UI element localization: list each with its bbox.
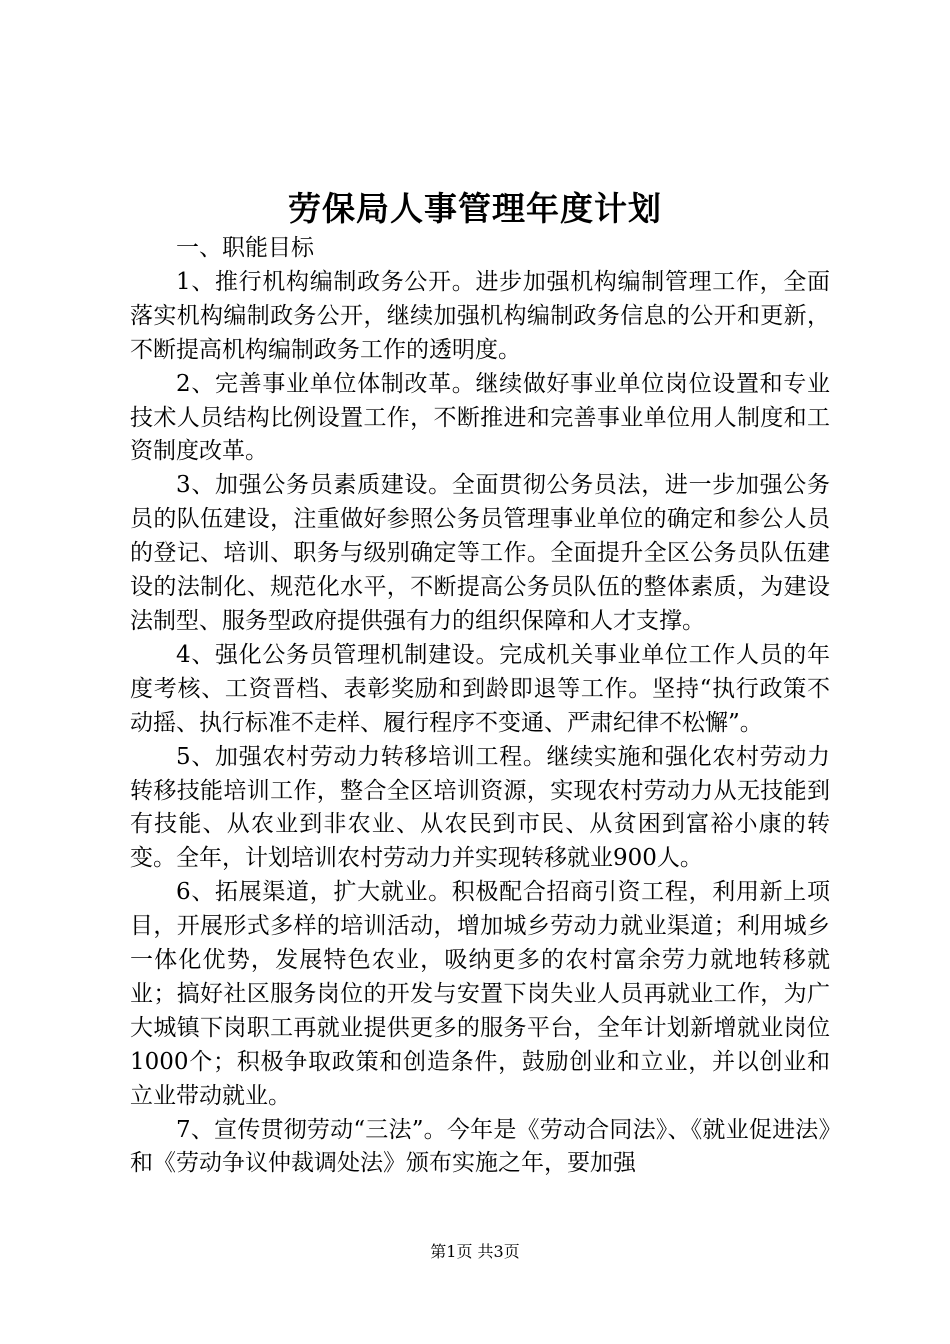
paragraph-3: 3、加强公务员素质建设。全面贯彻公务员法，进一步加强公务员的队伍建设，注重做好参照公务员管理事业单位的确定和参公人员的登记、培训、职务与级别确定等工作。全面提升全区公务员队伍建设的法制化、规范化水平，不断提高公务员队伍的整体素质，为建设法制型、服务型政府提供强有力的组织保障和人才支撑。 [130,472,830,634]
section-heading: 一、职能目标 [176,235,314,261]
paragraph-7: 7、宣传贯彻劳动“三法”。今年是《劳动合同法》、《就业促进法》和《劳动争议仲裁调处法》颁布实施之年，要加强 [130,1116,830,1177]
paragraph-2: 2、完善事业单位体制改革。继续做好事业单位岗位设置和专业技术人员结构比例设置工作，不断推进和完善事业单位用人制度和工资制度改革。 [130,370,830,465]
page-footer: 第1页 共3页 [430,1242,520,1261]
paragraph-1: 1、推行机构编制政务公开。进步加强机构编制管理工作，全面落实机构编制政务公开，继续加强机构编制政务信息的公开和更新，不断提高机构编制政务工作的透明度。 [130,268,830,363]
document-body [130,232,830,1181]
paragraph-4: 4、强化公务员管理机制建设。完成机关事业单位工作人员的年度考核、工资晋档、表彰奖励和到龄即退等工作。坚持“执行政策不动摇、执行标准不走样、履行程序不变通、严肃纪律不松懈”。 [130,641,830,736]
paragraph-5: 5、加强农村劳动力转移培训工程。继续实施和强化农村劳动力转移技能培训工作，整合全区培训资源，实现农村劳动力从无技能到有技能、从农业到非农业、从农民到市民、从贫困到富裕小康的转变。全年，计划培训农村劳动力并实现转移就业900人。 [130,743,830,872]
paragraph-6: 6、拓展渠道，扩大就业。积极配合招商引资工程，利用新上项目，开展形式多样的培训活动，增加城乡劳动力就业渠道；利用城乡一体化优势，发展特色农业，吸纳更多的农村富余劳力就地转移就业；搞好社区服务岗位的开发与安置下岗失业人员再就业工作，为广大城镇下岗职工再就业提供更多的服务平台，全年计划新增就业岗位1000个；积极争取政策和创造条件，鼓励创业和立业，并以创业和立业带动就业。 [130,879,830,1109]
document-title: 劳保局人事管理年度计划 [288,189,662,228]
